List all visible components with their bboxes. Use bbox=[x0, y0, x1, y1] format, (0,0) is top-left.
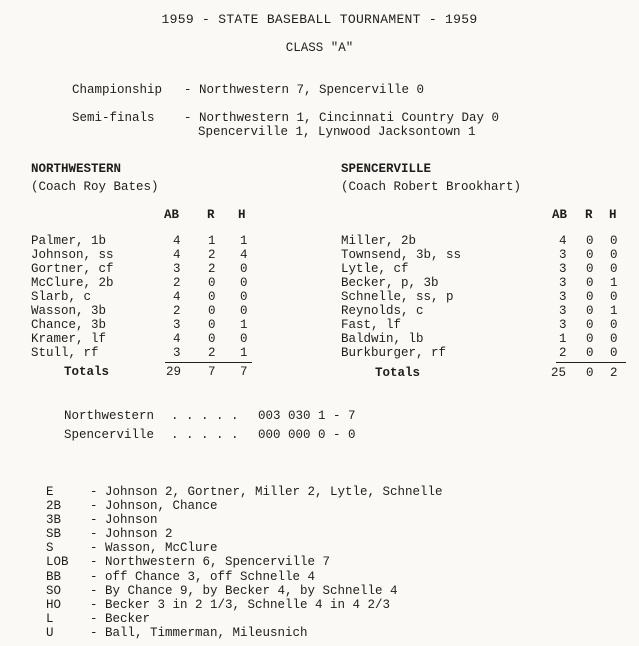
table-row bbox=[341, 234, 631, 248]
total-r: 7 bbox=[208, 365, 216, 379]
h-value: 0 bbox=[610, 262, 618, 276]
player-name: Kramer, lf bbox=[31, 332, 107, 346]
player-name: Johnson, ss bbox=[31, 248, 114, 262]
table-row bbox=[341, 276, 631, 290]
linescore-dots: . . . . . bbox=[171, 409, 239, 423]
coach-northwestern: (Coach Roy Bates) bbox=[31, 180, 159, 194]
h-value: 1 bbox=[610, 276, 618, 290]
note-key: SB bbox=[46, 527, 62, 542]
r-value: 0 bbox=[208, 290, 216, 304]
ab-value: 1 bbox=[559, 332, 567, 346]
total-r: 0 bbox=[586, 366, 594, 380]
team-name-northwestern: NORTHWESTERN bbox=[31, 162, 122, 176]
ab-value: 2 bbox=[173, 276, 181, 290]
h-value: 1 bbox=[240, 346, 248, 360]
h-value: 0 bbox=[610, 318, 618, 332]
table-row bbox=[341, 262, 631, 276]
h-value: 0 bbox=[610, 332, 618, 346]
ab-value: 3 bbox=[559, 304, 567, 318]
r-value: 0 bbox=[586, 234, 594, 248]
r-value: 0 bbox=[208, 332, 216, 346]
table-row bbox=[341, 248, 631, 262]
r-value: 0 bbox=[586, 276, 594, 290]
note-value: - Ball, Timmerman, Mileusnich bbox=[90, 625, 308, 640]
note-value: - Johnson bbox=[90, 513, 158, 528]
table-row bbox=[31, 290, 261, 304]
note-key: U bbox=[46, 625, 54, 640]
r-value: 0 bbox=[208, 276, 216, 290]
championship-result: - Northwestern 7, Spencerville 0 bbox=[184, 83, 425, 97]
h-value: 1 bbox=[240, 234, 248, 248]
ab-value: 3 bbox=[173, 346, 181, 360]
note-key: 3B bbox=[46, 513, 62, 528]
player-name: Reynolds, c bbox=[341, 304, 424, 318]
ab-value: 2 bbox=[173, 304, 181, 318]
semifinals-result-2: Spencerville 1, Lynwood Jacksontown 1 bbox=[198, 125, 476, 139]
table-row bbox=[341, 290, 631, 304]
table-row bbox=[31, 346, 261, 360]
h-value: 0 bbox=[240, 332, 248, 346]
r-value: 0 bbox=[586, 346, 594, 360]
total-h: 2 bbox=[610, 366, 618, 380]
player-name: Fast, lf bbox=[341, 318, 402, 332]
table-row bbox=[341, 318, 631, 332]
table-row bbox=[31, 262, 261, 276]
table-row bbox=[31, 318, 261, 332]
ab-value: 3 bbox=[559, 248, 567, 262]
note-key: E bbox=[46, 485, 54, 499]
note-value: - off Chance 3, off Schnelle 4 bbox=[90, 569, 316, 584]
player-name: Townsend, 3b, ss bbox=[341, 248, 462, 262]
note-key: BB bbox=[46, 569, 62, 584]
h-value: 1 bbox=[610, 304, 618, 318]
table-row bbox=[31, 248, 261, 262]
totals-label-northwestern: Totals bbox=[64, 365, 110, 379]
col-r-header: R bbox=[585, 208, 593, 222]
player-name: Baldwin, lb bbox=[341, 332, 424, 346]
ab-value: 3 bbox=[559, 290, 567, 304]
h-value: 0 bbox=[240, 290, 248, 304]
r-value: 0 bbox=[586, 332, 594, 346]
table-row bbox=[31, 332, 261, 346]
ab-value: 4 bbox=[173, 248, 181, 262]
ab-value: 4 bbox=[173, 234, 181, 248]
semifinals-label: Semi-finals bbox=[72, 111, 155, 125]
player-name: McClure, 2b bbox=[31, 276, 114, 290]
r-value: 2 bbox=[208, 346, 216, 360]
semifinals-result-1: - Northwestern 1, Cincinnati Country Day 0 bbox=[184, 111, 500, 125]
note-key: LOB bbox=[46, 555, 69, 570]
note-value: - Johnson 2 bbox=[90, 527, 173, 542]
r-value: 0 bbox=[586, 318, 594, 332]
total-ab: 25 bbox=[551, 366, 567, 380]
table-row bbox=[341, 332, 631, 346]
col-h-header: H bbox=[609, 208, 617, 222]
ab-value: 2 bbox=[559, 346, 567, 360]
linescore-team: Spencerville bbox=[64, 428, 155, 442]
ab-value: 4 bbox=[173, 332, 181, 346]
note-value: - Wasson, McClure bbox=[90, 541, 218, 556]
table-row bbox=[31, 234, 261, 248]
ab-value: 3 bbox=[559, 276, 567, 290]
r-value: 1 bbox=[208, 234, 216, 248]
h-value: 0 bbox=[610, 248, 618, 262]
linescore-team: Northwestern bbox=[64, 409, 155, 423]
coach-spencerville: (Coach Robert Brookhart) bbox=[341, 180, 522, 194]
note-value: - Northwestern 6, Spencerville 7 bbox=[90, 555, 331, 570]
player-name: Slarb, c bbox=[31, 290, 92, 304]
col-ab-header: AB bbox=[164, 208, 180, 222]
player-name: Lytle, cf bbox=[341, 262, 409, 276]
player-name: Becker, p, 3b bbox=[341, 276, 439, 290]
r-value: 2 bbox=[208, 248, 216, 262]
ab-value: 3 bbox=[559, 318, 567, 332]
player-name: Palmer, 1b bbox=[31, 234, 107, 248]
table-row bbox=[341, 304, 631, 318]
table-row bbox=[341, 346, 631, 360]
r-value: 2 bbox=[208, 262, 216, 276]
player-name: Wasson, 3b bbox=[31, 304, 107, 318]
h-value: 0 bbox=[610, 346, 618, 360]
class-label: CLASS "A" bbox=[285, 41, 354, 55]
h-value: 0 bbox=[240, 262, 248, 276]
note-value: - Johnson, Chance bbox=[90, 499, 218, 514]
ab-value: 4 bbox=[173, 290, 181, 304]
totals-divider bbox=[556, 362, 626, 363]
note-key: SO bbox=[46, 583, 62, 598]
r-value: 0 bbox=[208, 304, 216, 318]
h-value: 0 bbox=[240, 276, 248, 290]
h-value: 0 bbox=[610, 234, 618, 248]
ab-value: 3 bbox=[173, 262, 181, 276]
h-value: 4 bbox=[240, 248, 248, 262]
totals-divider bbox=[165, 362, 252, 363]
ab-value: 3 bbox=[559, 262, 567, 276]
note-key: 2B bbox=[46, 499, 62, 514]
linescore-score: 003 030 1 - 7 bbox=[258, 409, 356, 423]
col-h-header: H bbox=[238, 208, 246, 222]
championship-label: Championship bbox=[72, 83, 163, 97]
page-title: 1959 - STATE BASEBALL TOURNAMENT - 1959 bbox=[161, 12, 478, 27]
note-value: - By Chance 9, by Becker 4, by Schnelle 4 bbox=[90, 583, 398, 598]
note-value: - Becker 3 in 2 1/3, Schnelle 4 in 4 2/3 bbox=[90, 597, 391, 612]
r-value: 0 bbox=[586, 290, 594, 304]
h-value: 0 bbox=[240, 304, 248, 318]
note-key: S bbox=[46, 541, 54, 556]
ab-value: 4 bbox=[559, 234, 567, 248]
total-ab: 29 bbox=[166, 365, 182, 379]
totals-label-spencerville: Totals bbox=[375, 366, 421, 380]
h-value: 1 bbox=[240, 318, 248, 332]
col-ab-header: AB bbox=[552, 208, 568, 222]
player-name: Chance, 3b bbox=[31, 318, 107, 332]
linescore-dots: . . . . . bbox=[171, 428, 239, 442]
note-key: HO bbox=[46, 597, 62, 612]
table-row bbox=[31, 276, 261, 290]
table-row bbox=[31, 304, 261, 318]
note-value: - Johnson 2, Gortner, Miller 2, Lytle, Schnelle bbox=[90, 485, 443, 499]
team-name-spencerville: SPENCERVILLE bbox=[341, 162, 432, 176]
player-name: Burkburger, rf bbox=[341, 346, 447, 360]
spencerville-batting-table bbox=[341, 234, 631, 360]
player-name: Stull, rf bbox=[31, 346, 99, 360]
note-key: L bbox=[46, 611, 54, 626]
r-value: 0 bbox=[208, 318, 216, 332]
total-h: 7 bbox=[240, 365, 248, 379]
note-value: - Becker bbox=[90, 611, 151, 626]
linescore-score: 000 000 0 - 0 bbox=[258, 428, 356, 442]
player-name: Miller, 2b bbox=[341, 234, 417, 248]
r-value: 0 bbox=[586, 262, 594, 276]
h-value: 0 bbox=[610, 290, 618, 304]
r-value: 0 bbox=[586, 248, 594, 262]
northwestern-batting-table bbox=[31, 234, 261, 360]
col-r-header: R bbox=[207, 208, 215, 222]
ab-value: 3 bbox=[173, 318, 181, 332]
player-name: Gortner, cf bbox=[31, 262, 114, 276]
player-name: Schnelle, ss, p bbox=[341, 290, 454, 304]
r-value: 0 bbox=[586, 304, 594, 318]
